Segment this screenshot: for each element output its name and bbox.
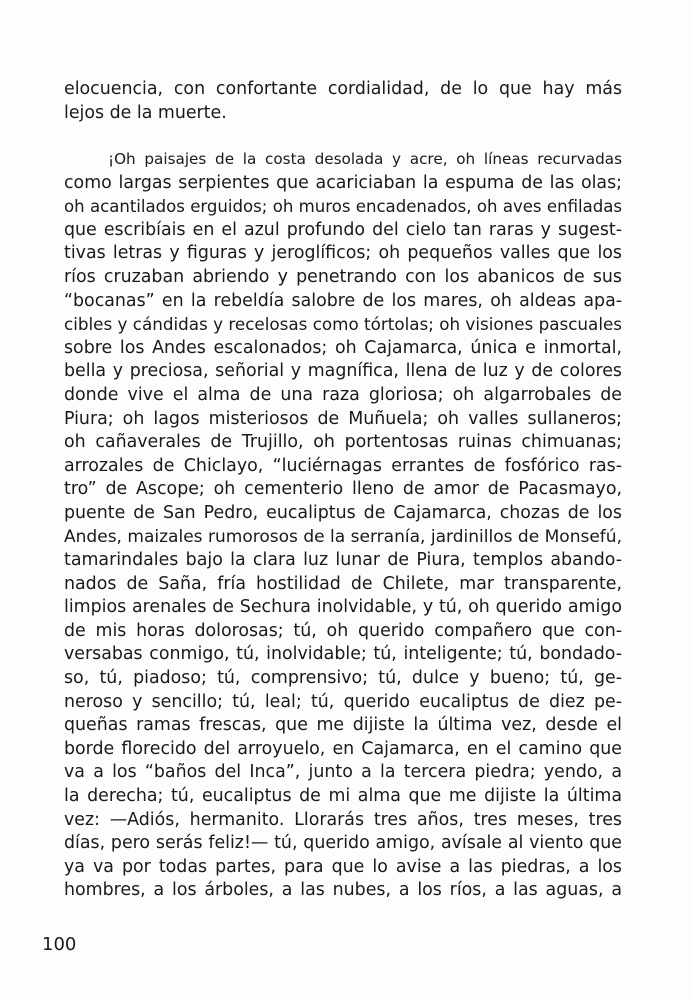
text-line: ya va por todas partes, para que lo avise a las piedras, a los [64, 856, 622, 877]
text-line: que escribíais en el azul profundo del cielo tan raras y sugest- [64, 219, 622, 240]
text-line: arrozales de Chiclayo, “luciérnagas errantes de fosfórico ras- [64, 455, 622, 476]
text-line: oh cañaverales de Trujillo, oh portentosas ruinas chimuanas; [64, 432, 622, 453]
text-line: limpios arenales de Sechura inolvidable, y tú, oh querido amigo [64, 597, 622, 618]
text-line: Andes, maizales rumorosos de la serranía, jardinillos de Monsefú, [64, 526, 622, 547]
text-line: donde vive el alma de una raza gloriosa; oh algarrobales de [64, 384, 622, 405]
text-line: hombres, a los árboles, a las nubes, a los ríos, a las aguas, a [64, 880, 622, 901]
paragraph-2 [64, 148, 622, 903]
text-line: la derecha; tú, eucaliptus de mi alma que me dijiste la última [64, 786, 622, 807]
text-line: bella y preciosa, señorial y magnífica, llena de luz y de colores [64, 361, 622, 382]
text-line: tro” de Ascope; oh cementerio lleno de amor de Pacasmayo, [64, 479, 622, 500]
text-line: so, tú, piadoso; tú, comprensivo; tú, dulce y bueno; tú, ge- [64, 668, 622, 689]
text-line: oh acantilados erguidos; oh muros encadenados, oh aves enfiladas [64, 197, 622, 217]
text-line: Piura; oh lagos misteriosos de Muñuela; oh valles sullaneros; [64, 408, 622, 429]
text-line: sobre los Andes escalonados; oh Cajamarca, única e inmortal, [64, 337, 622, 358]
text-line: borde florecido del arroyuelo, en Cajamarca, en el camino que [64, 738, 622, 759]
text-line: días, pero serás feliz!— tú, querido amigo, avísale al viento que [64, 833, 622, 854]
text-line: nados de Saña, fría hostilidad de Chilete, mar transparente, [64, 573, 622, 594]
text-line: ríos cruzaban abriendo y penetrando con los abanicos de sus [64, 266, 622, 287]
text-line: puente de San Pedro, eucaliptus de Cajamarca, chozas de los [64, 502, 622, 523]
text-line: cibles y cándidas y recelosas como tórtolas; oh visiones pascuales [64, 314, 622, 335]
text-line: versabas conmigo, tú, inolvidable; tú, inteligente; tú, bondado- [64, 644, 622, 665]
text-line: tamarindales bajo la clara luz lunar de Piura, templos abando- [64, 550, 622, 571]
text-line: de mis horas dolorosas; tú, oh querido compañero que con- [64, 620, 622, 641]
text-line: ¡Oh paisajes de la costa desolada y acre, oh líneas recurvadas [108, 150, 622, 168]
text-line: lejos de la muerte. [64, 102, 227, 123]
text-line: neroso y sencillo; tú, leal; tú, querido eucaliptus de diez pe- [64, 691, 622, 712]
paragraph-1 [64, 78, 622, 125]
text-line: tivas letras y figuras y jeroglíficos; oh pequeños valles que los [64, 243, 622, 264]
text-line: “bocanas” en la rebeldía salobre de los mares, oh aldeas apa- [64, 290, 622, 311]
text-line: queñas ramas frescas, que me dijiste la última vez, desde el [64, 715, 622, 736]
text-line: va a los “baños del Inca”, junto a la tercera piedra; yendo, a [64, 762, 622, 783]
page-number: 100 [42, 934, 77, 955]
text-line: elocuencia, con confortante cordialidad, de lo que hay más [64, 79, 622, 99]
text-line: vez: —Adiós, hermanito. Llorarás tres años, tres meses, tres [64, 809, 622, 830]
text-line: como largas serpientes que acariciaban la espuma de las olas; [64, 172, 622, 193]
